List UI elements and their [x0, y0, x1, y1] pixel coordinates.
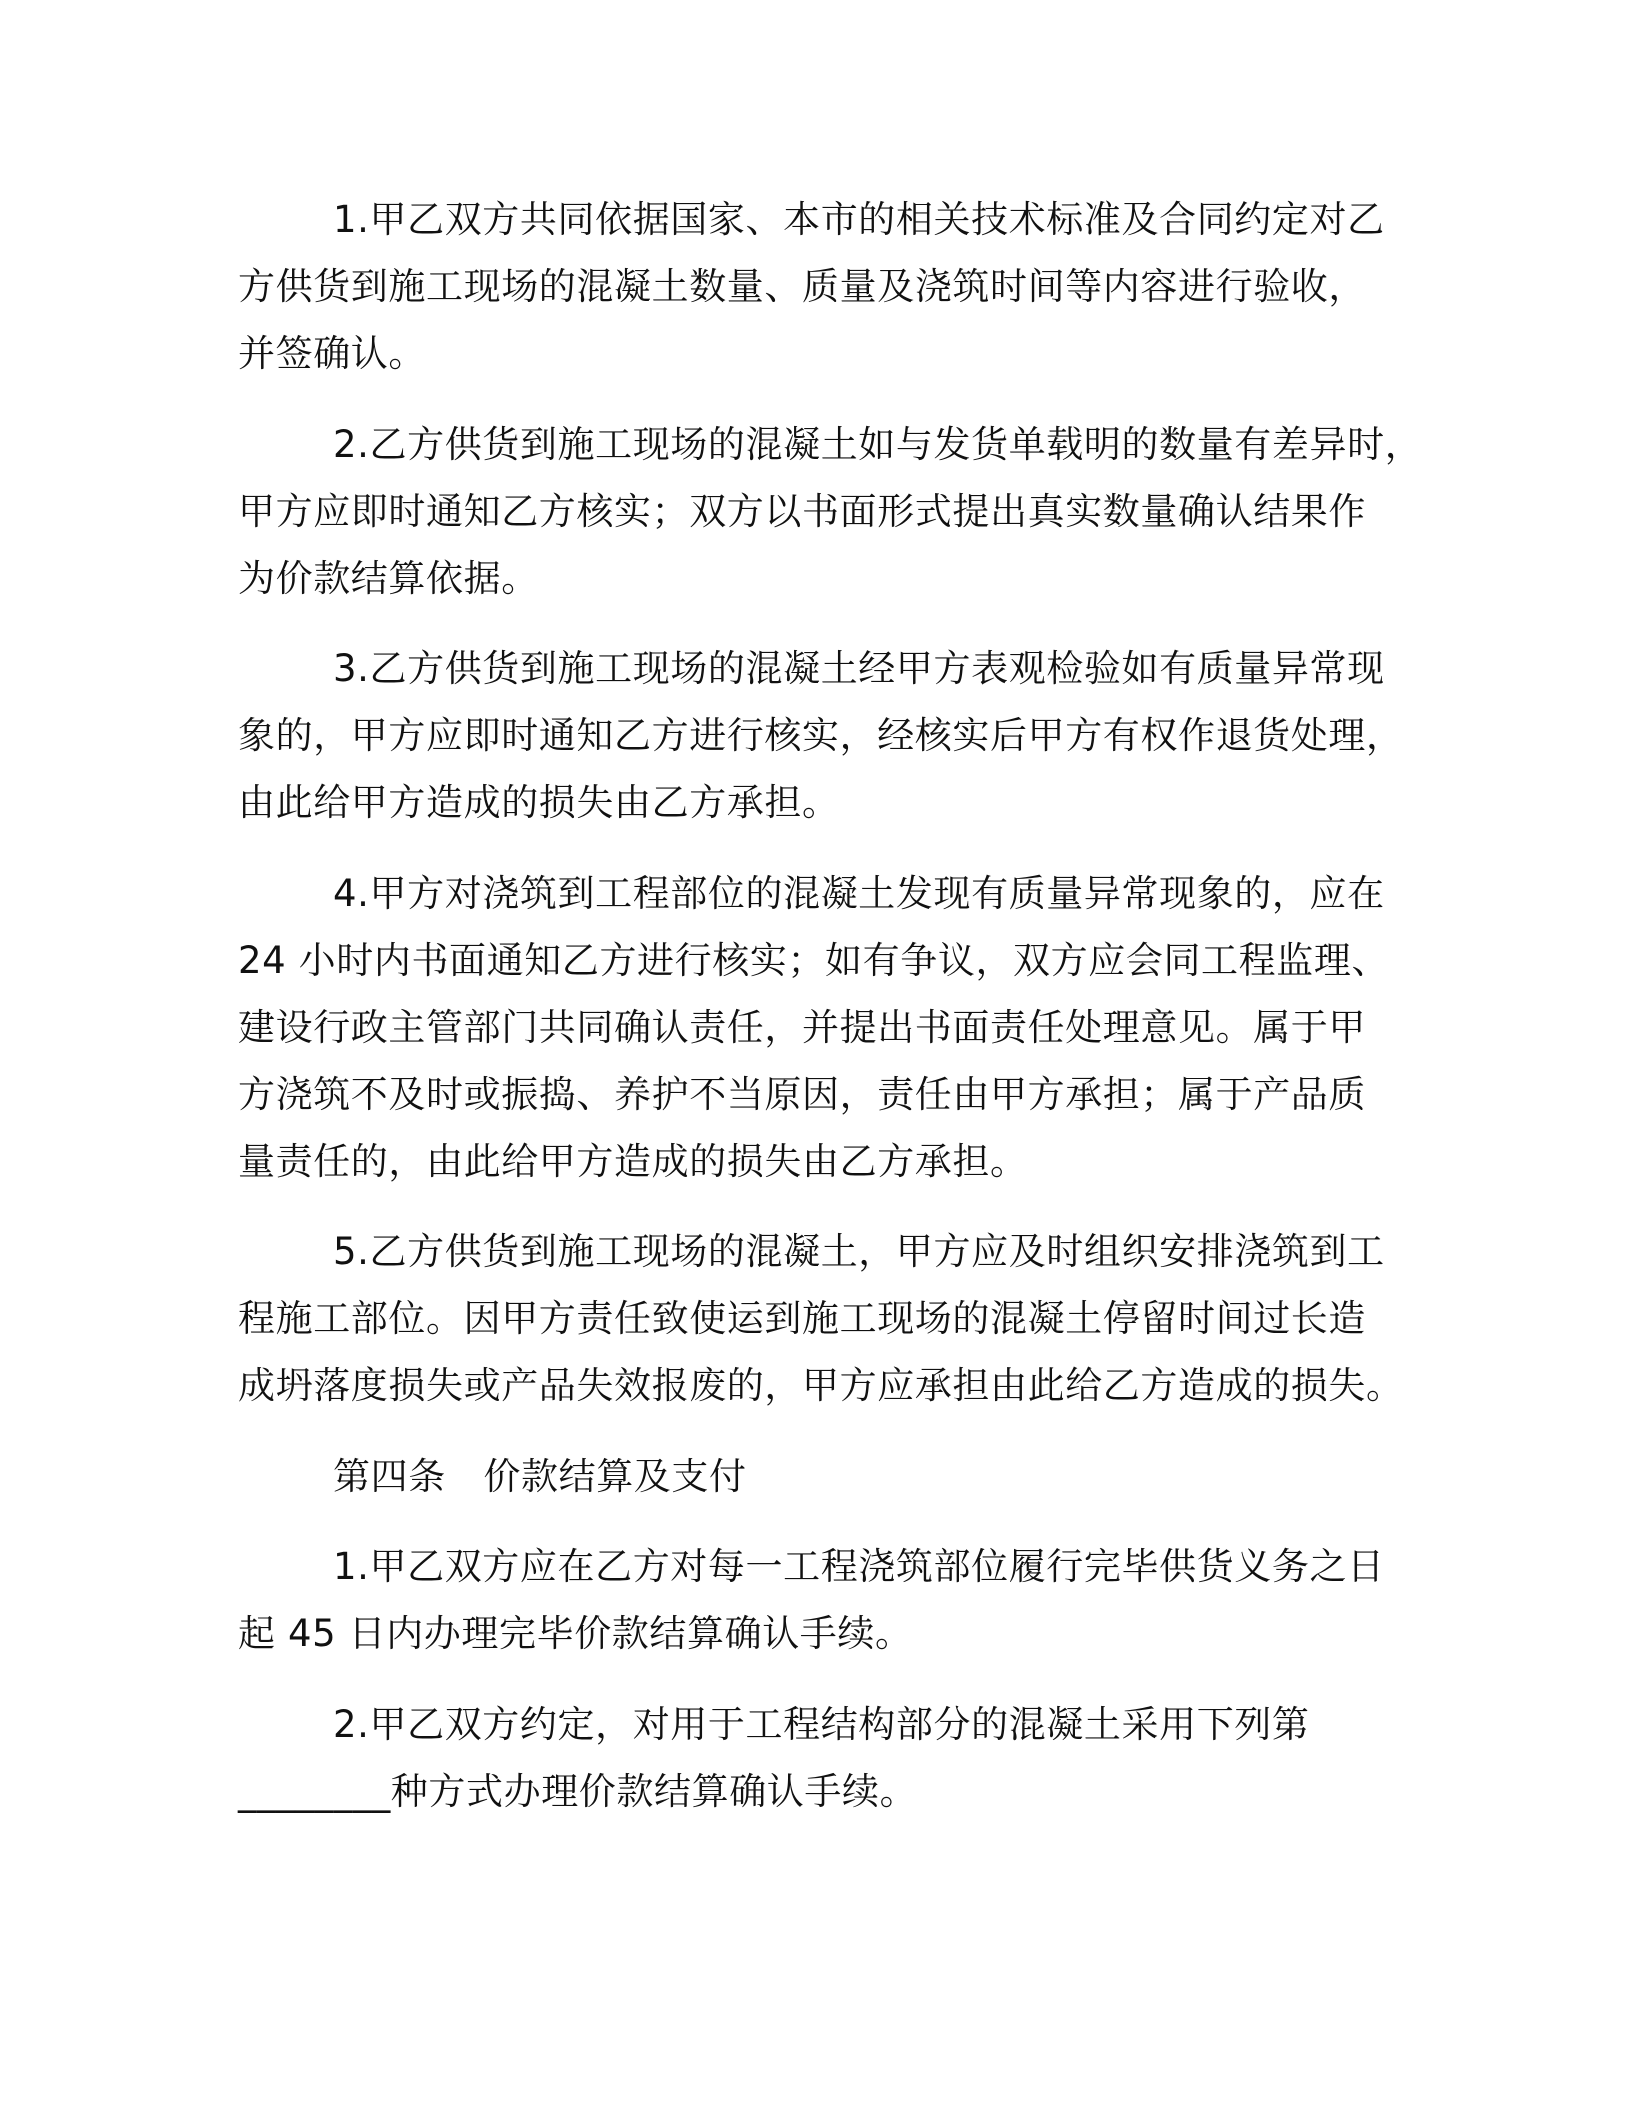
p6-line-2: 起 45 日内办理完毕价款结算确认手续。	[238, 1612, 913, 1655]
p1-line-1: 1.甲乙双方共同依据国家、本市的相关技术标准及合同约定对乙	[333, 198, 1385, 241]
p7-line-2: ________种方式办理价款结算确认手续。	[238, 1770, 918, 1813]
p2-line-1: 2.乙方供货到施工现场的混凝土如与发货单载明的数量有差异时，	[333, 423, 1423, 466]
p3-line-2: 象的，甲方应即时通知乙方进行核实，经核实后甲方有权作退货处理，	[238, 714, 1404, 757]
p5-line-2: 程施工部位。因甲方责任致使运到施工现场的混凝土停留时间过长造	[238, 1297, 1366, 1340]
p4-line-5: 量责任的，由此给甲方造成的损失由乙方承担。	[238, 1140, 1028, 1183]
p2-line-3: 为价款结算依据。	[238, 557, 539, 600]
p4-line-4: 方浇筑不及时或振捣、养护不当原因，责任由甲方承担；属于产品质	[238, 1073, 1366, 1116]
p4-line-1: 4.甲方对浇筑到工程部位的混凝土发现有质量异常现象的，应在	[333, 872, 1385, 915]
p5-line-1: 5.乙方供货到施工现场的混凝土，甲方应及时组织安排浇筑到工	[333, 1230, 1385, 1273]
p2-line-2: 甲方应即时通知乙方核实；双方以书面形式提出真实数量确认结果作	[238, 490, 1366, 533]
p3-line-3: 由此给甲方造成的损失由乙方承担。	[238, 781, 840, 824]
p7-line-1: 2.甲乙双方约定，对用于工程结构部分的混凝土采用下列第	[333, 1703, 1310, 1746]
p6-line-1: 1.甲乙双方应在乙方对每一工程浇筑部位履行完毕供货义务之日	[333, 1545, 1385, 1588]
p5-line-3: 成坍落度损失或产品失效报废的，甲方应承担由此给乙方造成的损失。	[238, 1364, 1404, 1407]
p4-line-3: 建设行政主管部门共同确认责任，并提出书面责任处理意见。属于甲	[238, 1006, 1366, 1049]
p1-line-3: 并签确认。	[238, 332, 426, 375]
p4-line-2: 24 小时内书面通知乙方进行核实；如有争议，双方应会同工程监理、	[238, 939, 1390, 982]
section-heading: 第四条 价款结算及支付	[333, 1455, 747, 1498]
p3-line-1: 3.乙方供货到施工现场的混凝土经甲方表观检验如有质量异常现	[333, 647, 1385, 690]
p1-line-2: 方供货到施工现场的混凝土数量、质量及浇筑时间等内容进行验收，	[238, 265, 1366, 308]
